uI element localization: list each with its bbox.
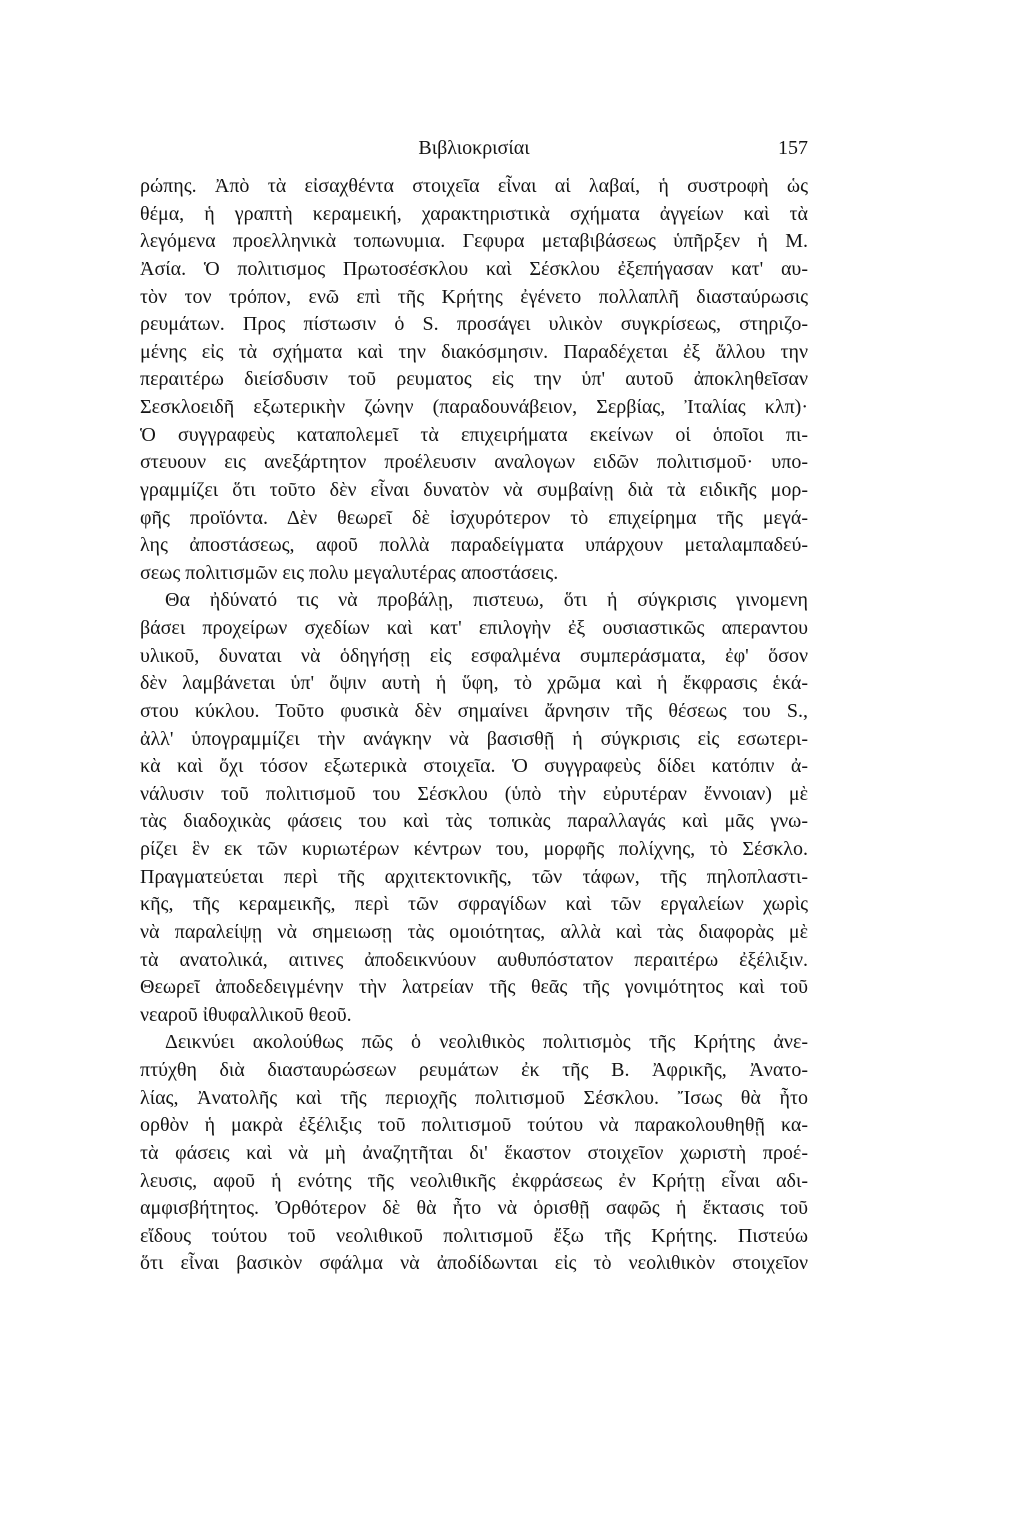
body-text bbox=[140, 173, 808, 1278]
page-header bbox=[140, 134, 808, 162]
text-line: τὰ ανατολικά, αιτινες ἀποδεικνύουν αυθυπόστατον περαιτέρω ἐξέλιξιν. bbox=[140, 948, 808, 971]
text-line: Πραγματεύεται περὶ τῆς αρχιτεκτονικῆς, τῶν τάφων, τῆς πηλοπλαστι- bbox=[140, 865, 808, 888]
text-line: υλικοῦ, δυναται νὰ ὁδηγήσῃ εἰς εσφαλμένα συμπεράσματα, ἐφ' ὅσον bbox=[140, 644, 808, 667]
text-line: περαιτέρω διείσδυσιν τοῦ ρευματος εἰς την ὑπ' αυτοῦ ἀποκληθεῖσαν bbox=[140, 368, 808, 391]
text-line: στευουν εις ανεξάρτητον προέλευσιν αναλογων ειδῶν πολιτισμοῦ· υπο- bbox=[140, 451, 808, 474]
paragraph-end-line: σεως πολιτισμῶν εις πολυ μεγαλυτέρας αποστάσεις. bbox=[140, 561, 559, 584]
text-line: τὰ φάσεις καὶ νὰ μὴ ἀναζητῆται δι' ἕκαστον στοιχεῖον χωριστὴ προέ- bbox=[140, 1141, 808, 1164]
text-line: ρώπης. Ἀπὸ τὰ εἰσαχθέντα στοιχεῖα εἶναι αἱ λαβαί, ἡ συστροφὴ ὡς bbox=[140, 175, 808, 197]
text-line: τὸν τον τρόπον, ενῶ επὶ τῆς Κρήτης ἐγένετο πολλαπλῆ διασταύρωσις bbox=[140, 285, 808, 308]
text-line: Θεωρεῖ ἀποδεδειγμένην τὴν λατρείαν τῆς θεᾶς τῆς γονιμότητος καὶ τοῦ bbox=[140, 976, 808, 999]
text-line: νάλυσιν τοῦ πολιτισμοῦ του Σέσκλου (ὑπὸ τὴν εὐρυτέραν ἔννοιαν) μὲ bbox=[140, 782, 808, 805]
running-title: Βιβλιοκρισίαι bbox=[418, 137, 530, 159]
text-line: ὅτι εἶναι βασικὸν σφάλμα νὰ ἀποδίδωνται εἰς τὸ νεολιθικὸν στοιχεῖον bbox=[140, 1252, 808, 1275]
text-line: δὲν λαμβάνεται ὑπ' ὄψιν αυτὴ ἡ ὕφη, τὸ χρῶμα καὶ ἡ ἔκφρασις ἑκά- bbox=[140, 672, 808, 695]
text-line: μένης εἰς τὰ σχήματα καὶ την διακόσμησιν. Παραδέχεται ἐξ ἄλλου την bbox=[140, 340, 808, 363]
text-line: γραμμίζει ὅτι τοῦτο δὲν εἶναι δυνατὸν νὰ συμβαίνῃ διὰ τὰ ειδικῆς μορ- bbox=[140, 478, 808, 501]
page-number: 157 bbox=[778, 137, 808, 159]
text-line: αμφισβήτητος. Ὀρθότερον δὲ θὰ ἦτο νὰ ὁρισθῇ σαφῶς ἡ ἔκτασις τοῦ bbox=[140, 1197, 808, 1220]
text-line: λευσις, αφοῦ ἡ ενότης τῆς νεολιθικῆς ἐκφράσεως ἐν Κρήτῃ εἶναι αδι- bbox=[140, 1169, 808, 1192]
text-line: νὰ παραλείψῃ νὰ σημειωσῃ τὰς ομοιότητας, αλλὰ καὶ τὰς διαφορὰς μὲ bbox=[140, 920, 808, 943]
text-line: Ἀσία. Ὁ πολιτισμος Πρωτοσέσκλου καὶ Σέσκλου ἐξεπήγασαν κατ' αυ- bbox=[140, 257, 808, 280]
text-line: λης ἀποστάσεως, αφοῦ πολλὰ παραδείγματα υπάρχουν μεταλαμπαδεύ- bbox=[140, 534, 808, 557]
text-line: λεγόμενα προελληνικὰ τοπωνυμια. Γεφυρα μεταβιβάσεως ὑπῆρξεν ἡ Μ. bbox=[140, 230, 808, 253]
text-line: ρίζει ἓν εκ τῶν κυριωτέρων κέντρων του, μορφῆς πολίχνης, τὸ Σέσκλο. bbox=[140, 838, 808, 860]
text-line: λίας, Ἀνατολῆς καὶ τῆς περιοχῆς πολιτισμοῦ Σέσκλου. Ἴσως θὰ ἦτο bbox=[140, 1086, 808, 1109]
text-line: Ὁ συγγραφεὺς καταπολεμεῖ τὰ επιχειρήματα εκείνων οἱ ὁποῖοι πι- bbox=[140, 423, 808, 446]
paragraph-start-line: Θα ἠδύνατό τις νὰ προβάλῃ, πιστευω, ὅτι ἡ σύγκρισις γινομενη bbox=[165, 589, 808, 612]
text-line: τὰς διαδοχικὰς φάσεις του καὶ τὰς τοπικὰς παραλλαγάς καὶ μᾶς γνω- bbox=[140, 810, 808, 833]
text-line: φῆς προϊόντα. Δὲν θεωρεῖ δὲ ἰσχυρότερον τὸ επιχείρημα τῆς μεγά- bbox=[140, 506, 808, 529]
text-line: εἴδους τούτου τοῦ νεολιθικοῦ πολιτισμοῦ ἔξω τῆς Κρήτης. Πιστεύω bbox=[140, 1224, 808, 1247]
text-line: στου κύκλου. Τοῦτο φυσικὰ δὲν σημαίνει ἄρνησιν τῆς θέσεως του S., bbox=[140, 699, 808, 722]
text-line: ἀλλ' ὑπογραμμίζει τὴν ανάγκην νὰ βασισθῇ ἡ σύγκρισις εἰς εσωτερι- bbox=[140, 727, 808, 750]
text-line: ρευμάτων. Προς πίστωσιν ὁ S. προσάγει υλικὸν συγκρίσεως, στηριζο- bbox=[140, 313, 808, 336]
text-line: θέμα, ἡ γραπτὴ κεραμεική, χαρακτηριστικὰ σχήματα ἀγγείων καὶ τὰ bbox=[140, 202, 808, 225]
text-line: πτύχθη διὰ διασταυρώσεων ρευμάτων ἐκ τῆς Β. Ἀφρικῆς, Ἀνατο- bbox=[140, 1059, 808, 1081]
paragraph-start-line: Δεικνύει ακολούθως πῶς ὁ νεολιθικὸς πολιτισμὸς τῆς Κρήτης ἀνε- bbox=[165, 1031, 808, 1054]
text-line: Σεσκλοειδῆ εξωτερικὴν ζώνην (παραδουνάβειον, Σερβίας, Ἰταλίας κλπ)· bbox=[140, 396, 808, 418]
text-line: βάσει προχείρων σχεδίων καὶ κατ' επιλογὴν ἐξ ουσιαστικῶς απεραντου bbox=[140, 617, 808, 639]
text-line: κὰ καὶ ὄχι τόσον εξωτερικὰ στοιχεῖα. Ὁ συγγραφεὺς δίδει κατόπιν ἀ- bbox=[140, 755, 808, 778]
text-line: κῆς, τῆς κεραμεικῆς, περὶ τῶν σφραγίδων καὶ τῶν εργαλείων χωρὶς bbox=[140, 893, 808, 916]
paragraph-end-line: νεαροῦ ἰθυφαλλικοῦ θεοῦ. bbox=[140, 1003, 352, 1026]
text-line: ορθὸν ἡ μακρὰ ἐξέλιξις τοῦ πολιτισμοῦ τούτου νὰ παρακολουθηθῇ κα- bbox=[140, 1114, 808, 1137]
